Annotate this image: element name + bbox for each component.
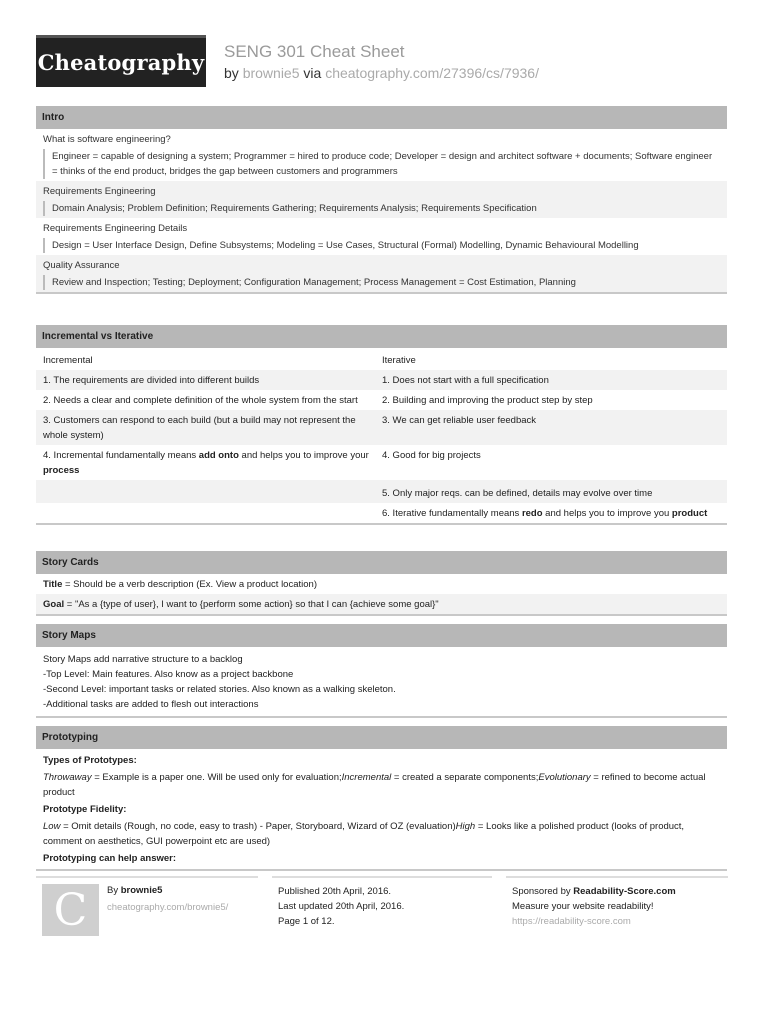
table-row — [36, 480, 727, 503]
divider — [272, 876, 492, 878]
item-question: Requirements Engineering Details — [43, 223, 188, 234]
author-info — [107, 883, 257, 915]
table-cell — [382, 506, 721, 521]
table-row — [36, 390, 727, 410]
list-item — [36, 574, 727, 594]
incremental-text: = created a separate components; — [391, 772, 539, 783]
section-heading: Prototyping — [36, 726, 727, 749]
title-label: Title — [43, 579, 63, 590]
section-heading: Story Cards — [36, 551, 727, 574]
table-row — [36, 410, 727, 445]
column-header-iterative: Iterative — [382, 355, 416, 366]
cell-text: 6. Iterative fundamentally means — [382, 508, 522, 519]
table-cell: 5. Only major reqs. can be defined, details may evolve over time — [382, 488, 653, 499]
list-item — [36, 770, 727, 802]
table-cell: 4. Good for big projects — [382, 450, 481, 461]
section-prototyping — [36, 726, 727, 871]
cell-text: 4. Incremental fundamentally means — [43, 450, 199, 461]
throwaway-text: = Example is a paper one. Will be used only for evaluation; — [91, 772, 342, 783]
item-question: What is software engineering? — [43, 134, 171, 145]
divider — [36, 876, 258, 878]
published-date: Published 20th April, 2016. — [278, 886, 392, 897]
list-item — [36, 181, 727, 218]
cell-text: and helps you to improve your — [238, 450, 369, 461]
low-text: = Omit details (Rough, no code, easy to trash) - Paper, Storyboard, Wizard of OZ (evaluation) — [60, 821, 456, 832]
page-header — [36, 35, 728, 89]
table-row — [36, 370, 727, 390]
title-text: = Should be a verb description (Ex. View a product location) — [62, 579, 317, 590]
table-cell — [43, 486, 382, 501]
list-item — [36, 594, 727, 614]
map-line: -Second Level: important tasks or related stories. Also known as a walking skeleton. — [43, 684, 396, 695]
low-term: Low — [43, 821, 61, 832]
footer-author-link[interactable]: brownie5 — [120, 885, 163, 896]
map-line: -Additional tasks are added to flesh out interactions — [43, 699, 259, 710]
table-cell: 1. The requirements are divided into different builds — [43, 375, 260, 386]
list-item — [36, 218, 727, 255]
cheatography-logo[interactable]: Cheatography — [36, 35, 206, 87]
list-item — [36, 129, 727, 181]
sponsor-info — [506, 884, 728, 929]
page-title: SENG 301 Cheat Sheet — [224, 42, 405, 61]
page-footer — [36, 876, 728, 946]
table-row — [36, 503, 727, 523]
sheet-url-link[interactable]: cheatography.com/27396/cs/7936/ — [325, 65, 539, 81]
list-item — [36, 255, 727, 292]
table-cell — [43, 448, 382, 478]
section-heading: Story Maps — [36, 624, 727, 647]
section-story-cards — [36, 551, 727, 616]
author-line — [107, 883, 257, 898]
list-item — [36, 647, 727, 716]
list-item — [36, 749, 727, 770]
high-term: High — [455, 821, 476, 832]
avatar: C — [42, 884, 99, 936]
item-answer: Review and Inspection; Testing; Deployment; Configuration Management; Process Management = Cost Estimation, Planning — [43, 275, 721, 290]
map-line: -Top Level: Main features. Also know as a project backbone — [43, 669, 294, 680]
footer-dates-column — [272, 876, 492, 946]
item-question: Requirements Engineering — [43, 186, 156, 197]
table-cell: 3. Customers can respond to each build (but a build may not represent the whole system) — [43, 415, 356, 441]
evolutionary-text: = refined to become actual product — [43, 772, 706, 798]
via-word: via — [303, 65, 322, 81]
sponsor-link[interactable]: Readability-Score.com — [573, 886, 676, 897]
table-header-row — [36, 348, 727, 370]
goal-label: Goal — [43, 599, 65, 610]
dates-info — [272, 884, 492, 929]
throwaway-term: Throwaway — [43, 772, 92, 783]
evolutionary-term: Evolutionary — [538, 772, 591, 783]
section-heading: Incremental vs Iterative — [36, 325, 727, 348]
item-answer: Domain Analysis; Problem Definition; Requirements Gathering; Requirements Analysis; Requirements Specification — [43, 201, 721, 216]
map-line: Story Maps add narrative structure to a backlog — [43, 654, 243, 665]
cell-bold: add onto — [198, 450, 239, 461]
section-heading: Intro — [36, 106, 727, 129]
table-cell: 1. Does not start with a full specification — [382, 375, 549, 386]
footer-author-url-link[interactable]: cheatography.com/brownie5/ — [107, 902, 229, 913]
section-incremental-vs-iterative — [36, 325, 727, 525]
list-item — [36, 851, 727, 869]
page-number: Page 1 of 12. — [278, 916, 335, 927]
list-item — [36, 802, 727, 819]
types-label: Types of Prototypes: — [43, 755, 137, 766]
by-word: by — [224, 65, 239, 81]
by-label: By — [107, 885, 121, 896]
table-cell: 2. Needs a clear and complete definition of the whole system from the start — [43, 395, 358, 406]
incremental-term: Incremental — [341, 772, 392, 783]
help-label: Prototyping can help answer: — [43, 853, 177, 864]
cell-bold: process — [43, 465, 80, 476]
author-link[interactable]: brownie5 — [242, 65, 300, 81]
item-question: Quality Assurance — [43, 260, 120, 271]
sponsor-line — [512, 884, 728, 899]
goal-text: = "As a {type of user}, I want to {perform some action} so that I can {achieve some goal}" — [64, 599, 439, 610]
table-row — [36, 445, 727, 480]
fidelity-label: Prototype Fidelity: — [43, 804, 127, 815]
section-story-maps — [36, 624, 727, 718]
footer-author-column — [36, 876, 258, 946]
table-cell — [43, 506, 382, 521]
sponsor-tagline: Measure your website readability! — [512, 901, 654, 912]
sponsored-label: Sponsored by — [512, 886, 574, 897]
item-answer: Engineer = capable of designing a system; Programmer = hired to produce code; Developer = design and architect software + documents; Software engineer = thinks of the end product, bridges the gap between customers and programmers — [43, 149, 721, 179]
cell-bold: product — [671, 508, 708, 519]
cell-text: and helps you to improve you — [542, 508, 672, 519]
item-answer: Design = User Interface Design, Define Subsystems; Modeling = Use Cases, Structural (Formal) Modelling, Dynamic Behavioural Modelling — [43, 238, 721, 253]
column-header-incremental: Incremental — [43, 355, 93, 366]
footer-sponsor-column — [506, 876, 728, 946]
divider — [506, 876, 728, 878]
sponsor-url-link[interactable]: https://readability-score.com — [512, 916, 631, 927]
updated-date: Last updated 20th April, 2016. — [278, 901, 405, 912]
byline — [224, 65, 539, 81]
table-cell: 2. Building and improving the product step by step — [382, 395, 593, 406]
table-cell: 3. We can get reliable user feedback — [382, 415, 537, 426]
section-intro — [36, 106, 727, 294]
cell-bold: redo — [521, 508, 543, 519]
high-text: = Looks like a polished product (looks of product, comment on aesthetics, GUI powerpoint etc are used) — [43, 821, 685, 847]
list-item — [36, 819, 727, 851]
